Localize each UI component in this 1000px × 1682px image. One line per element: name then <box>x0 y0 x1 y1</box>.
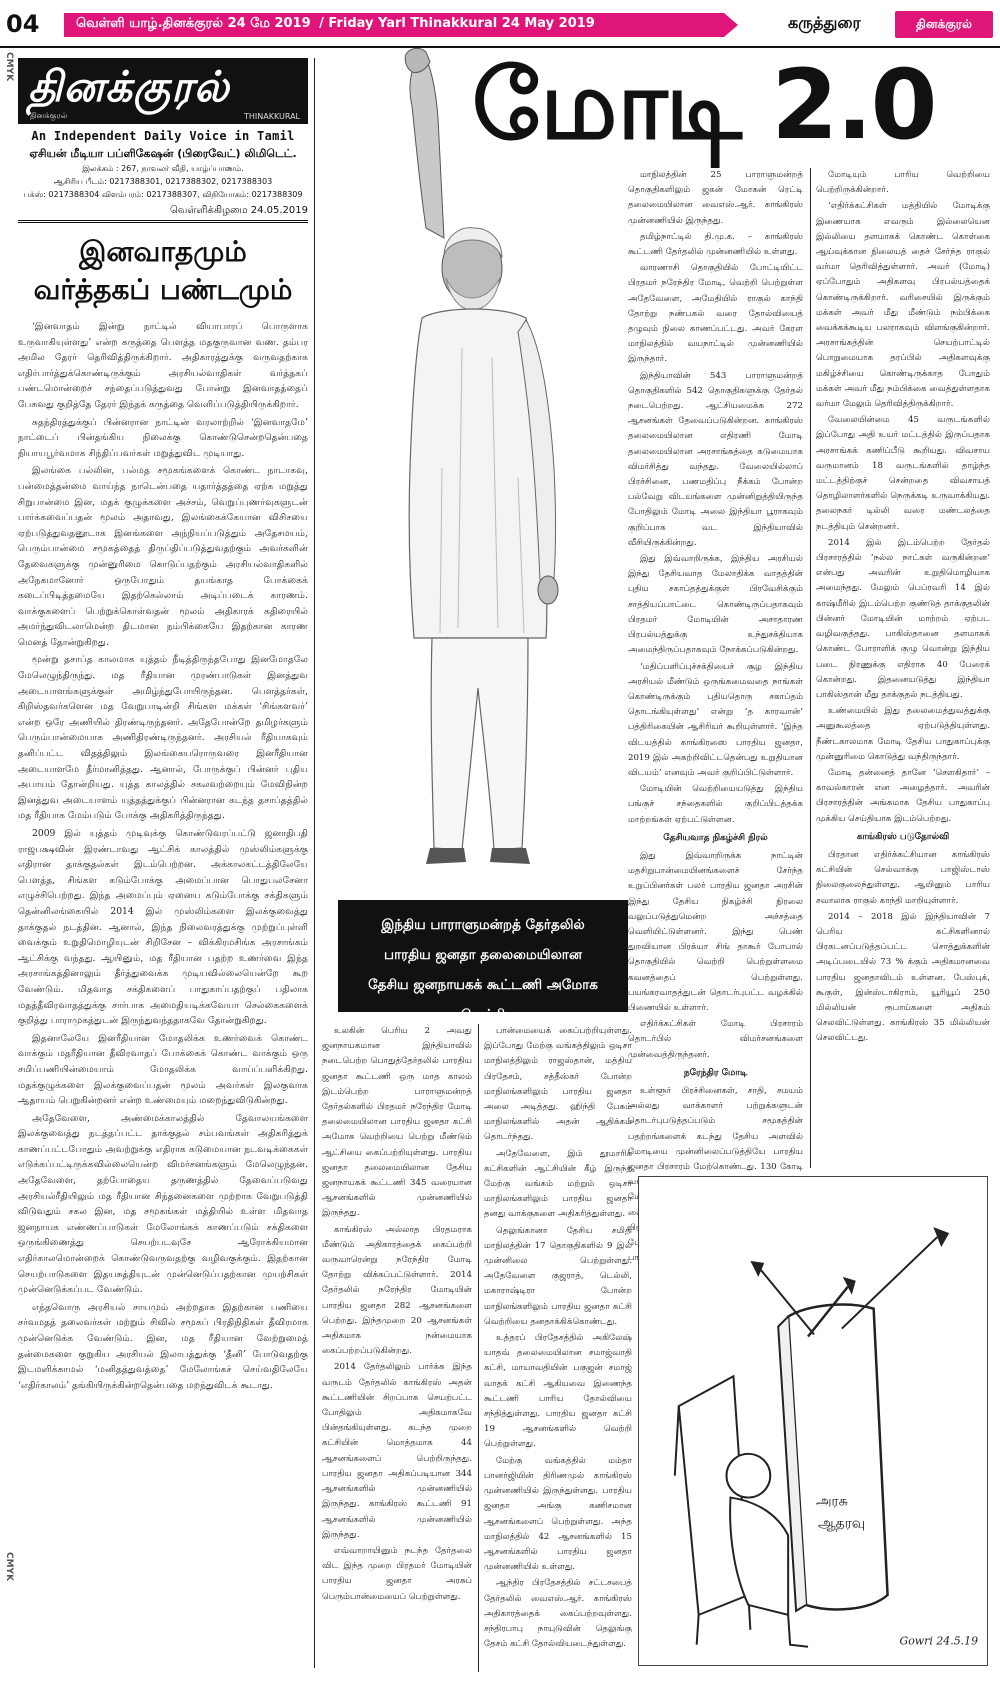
editorial-paragraph: இலங்கை பல்லின, பல்மத சமூகங்களைக் கொண்ட நாடாகவு, பன்மைத்தன்மை வாய்ந்த நாடென்பதை யதார்த்தத்தை ஏற்க மறுத்து சிறுபான்மை இன, மதக் குழுக்களை அச்சம், வெறுப்புணர்வுகளுடன் பார்க்கவைப்பதன் மூலம் அதாவது, இலங்கைக்கேயான விசிசயை ஏற்படுத்துவதனூடாக இனங்களை அந்நியப்படுத்தும் அதேசமயம், பெரும்பான்மை சமூகத்தைத் திருப்திப்படுத்துவதற்கும் அவர்களின் தேவைகளுக்கு முன்னுரிமை கொடுப்பதற்கும் அரசியல்வாதிகளில் அநேகமானோர் ஒருபோதும் தயங்காத போக்கைக் கடைப்பிடித்தமையே இதற்கெல்லாம் அடிப்படைக் காரணம். வாக்குகளைப் பெற்றுக்கொள்வதன் மூலம் அதிகாரக் கதிரையில் அமர்ந்துவிடலாமென்ற திடமான நம்பிக்கையே இதற்கான காரண மெனத் தோன்றுகிறது. <box>18 465 308 648</box>
editorial-paragraph: இதனாலேயே இனரீதியான மோதலிக்க உணர்வைக் கொண்ட வாக்கும் மதரீதியான தீவிரவாதப் போக்கைக் கொண்ட வாக்கும் ஒரு சமிப்பணியின்மையாம் மோதலிக்க வாய்ப்பளிக்கிறது. மதக்குழுக்களை இலக்குவைப்பதன் மூலம் அவர்கள் இலகுவாக ஆதாயம் பெறுகின்றனர் என்ற உண்மையும் மறைந்துவிடுகின்றது. <box>18 1032 308 1107</box>
masthead-small-left: தினக்குரல் <box>30 111 68 120</box>
page-header <box>0 0 1000 52</box>
edition-date: வெள்ளிக்கிழமை 24.05.2019 <box>18 205 308 223</box>
story-paragraph: மேற்கு வங்கத்தில் மம்தா பானர்ஜியின் திரிணமுல் காங்கிரஸ் முன்னணியில் இருந்துள்ளது. பாரதிய ஜனதா அங்கு கணிசமான ஆசனங்களைப் பெற்றுள்ளது. அந்த மாநிலத்தில் 42 ஆசனங்களில் 15 ஆசனங்களில் பாரதிய ஜனதா முன்னணியில் உள்ளது. <box>484 1455 632 1573</box>
editorial-column <box>18 58 308 1395</box>
story-paragraph: மாநிலத்தின் 25 பாராளுமன்றத் தொகுதிகளிலும் ஜகன் மோகன் ரெட்டி தலைமையிலான வைஎஸ்.ஆர். காங்கிரஸ் முன்னணியில் இருந்தது. <box>628 170 803 226</box>
section-label: கருத்துரை <box>788 13 861 32</box>
story-paragraph: இந்தியாவின் 543 பாராளுமன்றத் தொகுதிகளில் 542 தொகுதிகளுக்கு தேர்தல் நடைபெற்றது. ஆட்சியமைக்க 272 ஆசனங்கள் தேவைப்படுகின்றன. காங்கிரஸ் தலைமையிலான எதிரணி மோடி தலைமையிலான அரசாங்கத்தை கடுமையாக விமர்சித்து வந்தது. வேலையில்லாப் பிரச்சினை, பணமதிப்பு நீக்கம் போன்ற பல்வேறு விடயங்களை முன்னிறுத்தியிருந்த போதிலும் மோடி அலை இந்தியா பூராகவும் குறிப்பாக வட இந்தியாவில் வீசியிருக்கின்றது. <box>628 370 803 548</box>
story-paragraph: அதேவேளை, இம் தூமாரிக் கட்சிகளின் ஆட்சியின் கீழ் இருந்த மேற்கு வங்கம் மற்றும் ஒடிசா மாநிலங்களிலும் பாரதிய ஜனதா தனது வாக்குகளை அதிகரித்துள்ளது. <box>484 1148 632 1220</box>
editorial-paragraph: அதேவேளை, அண்மைக்காலத்தில் தேவாலயங்களை இலக்குவைத்து நடத்தப்பட்ட தாக்குதல் சம்பவங்கள் அதிகரித்துக் காணப்பட்டபோதும் அவற்றுக்கு எதிராக கடுமையான நடவடிக்கைகள் எடுக்கப்பட்டிருக்கவில்லையென்ற விமர்சனங்களும் மேலெழுந்தன. அதேவேளை, தற்போதைய தருணத்தில் தேவைப்படுவது அரசியல்ரீதியிலும் மத ரீதியான சிந்தனைகளை முற்றாக வேறுபடுத்தி விடுவதும் சகல இன, மத சமூகங்கள் மத்தியில் உள்ள மிதவாத ஜனநாயக எண்ணப்பாடுகள் மேலோங்கக் காணப்படும் சக்திகளை ஒருங்கிணைத்து செயற்படவுசே ஆரோக்கியமான எதிர்காலமொன்றைக் கொண்டுவருவதற்கு வழிவகுக்கும். இதற்கான செயற்பாடுகளை இதயசுத்தியுடன் முன்னெடுப்பதற்கான முயற்சிகள் முன்னெடுக்கப்பட வேண்டும். <box>18 1112 308 1296</box>
cartoonist-signature: Gowri 24.5.19 <box>899 1634 979 1648</box>
story-paragraph: உண்மையில் இது தலைமைத்துவத்துக்கு அனுகூலத்தை ஏற்படுத்தியுள்ளது. நீண்டகாலமாக மோடி தேசிய பாதுகாப்புக்கு முன்னுரிமை கொடுத்து வந்திருந்தார். <box>816 706 990 762</box>
caption-line: பாரதிய ஜனதா தலைமையிலான <box>384 947 582 963</box>
editorial-body <box>18 319 308 1393</box>
column-rule <box>810 168 811 1168</box>
date-english: / Friday Yarl Thinakkural 24 May 2019 <box>319 16 595 31</box>
story-paragraph: இது இவ்வாறிருக்க நாட்டின் மதசிறுபான்மையினங்களைச் சேர்ந்த உறுப்பினர்கள் பலர் பாரதிய ஜனதா அரசின் இந்து தேசிய நிகழ்ச்சி நிரலை வலுப்படுத்துமென்ற அச்சத்தை வெளியிட்டுள்ளனர். இந்து பெண் துறவியான பிரக்யா சிங் தாகூர் போபால் தொகுதியில் வெற்றி பெற்றுள்ளமை கவனத்தைப் பெற்றுள்ளது. பயங்கரவாதத்துடன் தொடர்புபட்ட வழக்கில் பிணையில் உள்ளார். <box>628 850 803 1013</box>
story-paragraph: தமிழ்நாட்டில் தி.மு.க. – காங்கிரஸ் கூட்டணி தேர்தலில் முன்னணியில் உள்ளது. <box>628 231 803 258</box>
story-column-a <box>628 168 803 1264</box>
date-tamil: வெள்ளி யாழ்.தினக்குரல் 24 மே 2019 <box>76 16 311 31</box>
story-column-d <box>484 1024 632 1672</box>
editorial-paragraph: மூன்று தசாப்த காலமாக யுத்தம் நீடித்திருந்தபோது இனமோதலே மேலெழுந்திருந்து. மத ரீதியான முரண்பாடுகள் இனத்துவ அடையாளங்களுக்குள் அமிழ்ந்துபோயிருந்தன. பௌத்தர்கள், கிறிஸ்தவர்களென மத வேறுபாடின்றி சிங்கள மக்கள் ‘சிங்களவர்’ என்ற ஒரே அணியில் திரண்டிருந்தனர். அதேபோன்றே தமிழர்களும் பெரும்பான்மையாக அணிதிரண்டிருந்தனர். அரசியல் ரீதியாகவும் தனிப்பட்ட விதத்திலும் இலங்கையரொருவரை இனரீதியான அடையாளமே தீர்மானித்தது. ஆனால், போருக்குப் பின்னர் புதிய அபாயம் தோன்றியது. யுத்த காலத்தில் சகலவற்றையும் மேவிநின்ற இனத்துவ அடையாளம் யுத்தத்துக்குப் பின்னரான கடந்த தசாப்தத்தில் மத ரீதியாக மேம்படும் போக்கு அதிகரித்திருந்தது. <box>18 654 308 822</box>
modi-photo <box>322 48 610 898</box>
story-paragraph: மோடி தன்னைத் தானே ‘சௌகிதார்’ – காவல்காரன் என அழைத்தார். அவரின் பிரசாரத்தின் அங்கமாக தேசிய பாதுகாப்பு முக்கிய செய்தியாக இடம்பெற்றது. <box>816 767 990 824</box>
hanging-hand <box>538 576 558 604</box>
editorial-paragraph: ‘இனவாதம் இன்று நாட்டில் வியாபாரப் பொருளாக உருவாகியுள்ளது’ என்ற கருத்தை பௌத்த மதகுருவான வண. தம்பர அமில தேரர் தெரிவித்திருக்கிறார். அதிகாரத்துக்கு வருவதற்காக எதிர்பார்த்துக்கொண்டிருக்கும் அரசியல்வாதிகள் வர்த்தகப் பண்டமொன்றைச் சந்தைப்படுத்துவது போன்று இனவாதத்தைப் பேசுவது குறித்தே தேரர் இந்தக் கருத்தை வெளிப்படுத்தியிருக்கிறார். <box>18 321 308 410</box>
story-paragraph: மோடியின் வெற்றியையடுத்து இந்திய பங்குச் சந்தைகளில் குறிப்பிடத்தக்க மாற்றங்கள் ஏற்பட்டுள்ளன. <box>628 784 803 825</box>
cmyk-mark-top: CMYK <box>4 52 14 82</box>
story-paragraph: காங்கிரஸ் அல்லாத பிரதமராக மீண்டும் அதிகாரத்தைக் கைப்பற்றி வருவாரென்று நரேந்திர மோடி தோற்று விக்கப்பட்டுள்ளார். 2014 தேர்தலில் நரேந்திர மோடியின் பாரதிய ஜனதா 282 ஆசனங்களை பெற்றது. இந்தமுறை 20 ஆசனங்கள் அதிகமாக நன்மையாக கைப்பற்றப்படுகின்றது. <box>322 1224 472 1357</box>
story-paragraph: 2014 – 2018 இல் இந்தியாவின் 7 பெரிய கட்சிகளினால் பிரகடனப்படுத்தப்பட்ட சொத்துக்களின் அடிப்படையில் 73 % க்கும் அதிகமானவை பாரதிய ஜனதாவிடம் உள்ளன. பேஸ்புக், கூகுள், இன்ஸ்டாகிராம், யூரியூப் 250 மில்லியன் ரூபாய்களை அதிகம் செலவிட்டுள்ளது. காங்கிரஸ் 35 மில்லியன் செலவிட்டது. <box>816 911 990 1044</box>
story-paragraph: பிரதான எதிர்க்கட்சியான காங்கிரஸ் கட்சியின் செல்வாக்கு பாஜிஸ்டாஸ் நிலைகுலைந்துள்ளது. ஆயினும் பாரிய சவாலாக ராகுல் காந்தி மாறியுள்ளார். <box>816 849 990 906</box>
story-paragraph: உலகின் பெரிய 2 அவது ஜனநாயகமான இந்தியாவில் நடைபெற்ற பொதுத்தேர்தலில் பாரதிய ஜனதா கூட்டணி ஒரு மாத காலம் இடம்பெற்ற பாராளுமன்றத் தேர்தல்களில் பிரதமர் நரேந்திர மோடி தலைமையிலான பாரதிய ஜனதா கட்சி அமோக வெற்றியை பெற்று மீண்டும் ஆட்சியை கைப்பற்றியுள்ளது. பாரதிய ஜனதா தலைமையிலான தேசிய ஜனநாயகக் கூட்டணி 345 வரையான ஆசனங்களில் முன்னணியில் இருந்தது. <box>322 1026 472 1219</box>
subheading: காங்கிரஸ் படுதோல்வி <box>856 831 950 842</box>
story-paragraph: எதிர்க்கட்சிகள் மோடி பிரசாரம் தொடர்பில் விமர்சனங்களை முன்வைத்திருந்தனர். <box>628 1019 803 1060</box>
publisher-address: இலக்கம் : 267, நாவலர் வீதி, யாழ்ப்பாணம். <box>82 164 244 173</box>
masthead-small-right: THINAKKURAL <box>243 112 300 121</box>
editorial-headline-line2: வர்த்தகப் பண்டமும் <box>33 273 293 306</box>
caption-line: இந்திய பாராளுமன்றத் தேர்தலில் <box>381 917 585 933</box>
story-column-c <box>322 1024 472 1672</box>
story-paragraph: வாரணாசி தொகுதியில் போட்டியிட்ட பிரதமர் நரேந்திர மோடி, வெற்றி பெற்றுள்ள அதேவேளை, அமேதியில் ராகுல் காந்தி தோற்று நண்பகல் வரை தோல்வியைத் தழுவும் நிலை காணப்பட்டது. அவர் கேரள மாநிலத்தில் வயநாட்டில் முன்னணியில் இருந்தார். <box>628 263 803 365</box>
publisher-name: ஏசியன் மீடியா பப்ளிகேஷன் (பிரைவேட்) லிமிடெட். <box>29 147 297 160</box>
date-bar <box>64 13 724 37</box>
column-rule <box>314 58 315 1668</box>
story-paragraph: மோடியும் பாரிய வெற்றியை பெற்றிருக்கின்றார். <box>816 170 990 196</box>
right-shoe <box>490 848 530 864</box>
figure-head-icon <box>726 1454 770 1498</box>
subheading: தேசியவாத நிகழ்ச்சி நிரல் <box>663 832 768 843</box>
office-phone: ஆசிரிய பீடம்: 0217388301, 0217388302, 0217388303 <box>53 177 273 186</box>
subheading: நரேந்திர மோடி <box>683 1067 748 1078</box>
masthead-title: தினக்குரல் <box>28 62 230 111</box>
column-rule <box>478 1024 479 1672</box>
cmyk-mark-bottom: CMYK <box>4 1552 14 1582</box>
story-paragraph: ‘மதிப்பளிப்புச்சக்தியைச் சூழ இந்திய அரசியல் மீண்டும் ஒருங்கமைவதை நாங்கள் கொண்டிருக்கும் புதியதொரு சகாப்தம் தொடங்கியுள்ளது’ என்று ‘த காரவான்’ பத்திரிகையின் ஆசிரியர் கூறியுள்ளார். ‘இந்த விடயத்தில் காங்கிரஸை பாரதிய ஜனதா, 2019 இல் அகற்றிவிட்டதென்பது உறுதியான விடயம்’ எனவும் அவர் குறிப்பிட்டுள்ளார். <box>628 661 803 778</box>
story-paragraph: 2014 இல் இடம்பெற்ற தேர்தல் பிரசாரத்தில் ‘நல்ல நாட்கள் வருகின்றன’ என்பது அவரின் உறுதிமொழியாக அமைந்தது. மேலும் பெப்ரவரி 14 இல் காஷ்மீரில் இடம்பெற்ற குண்டுத் தாக்குதலின் பின்னர் மோடியின் மாற்றம் ஏற்பட வழிவகுத்தது. பாகிஸ்தானை தளமாகக் கொண்ட போராளிக் குழு வொன்று இந்திய படை நிரணுக்கு எதிராக 40 பேரைக் கொன்றது. இதனையடுத்து இந்தியா பாகிஸ்தான் மீது தாக்குதல் நடத்தியது. <box>816 537 990 700</box>
story-paragraph: உள்ளூர் பிரச்சினைகள், சாதி, சமயம் அல்லது வாக்காளர் பற்றுக்களுடன் தொடர்புபடுத்தப்படும் சமூகத்தின் பதற்றங்களைக் கடந்து தேசிய அளவில் மோடியை முன்னிலைப்படுத்தியே பாரதிய ஜனதா பிரசாரம் மேற்கொண்டது. 130 கோடி வாக்காளர்கள் மீண்டும் பிரதமர் நரேந்திர மோடியின் அரசாங்கத்தில் நம்பிக்கை வைத்துள்ளனர். 1970 இல் இந்திரா காந்தி பிரதமராக போட்டியிட்டு வெற்றி பெற்றதைப் போன்று அபார வெற்றியாக இது பார்க்கப்படுகிறது. <box>628 1085 803 1264</box>
page-number: 04 <box>6 10 40 38</box>
story-paragraph: எவ்வாறாயினும் நடந்த தேர்தலை விட இந்த முறை பிரதமர் மோடியின் பாரதிய ஜனதா அரசுப் பெரும்பான்மையைப் பெற்றுள்ளது. <box>322 1545 472 1602</box>
story-paragraph: வேலையின்மை 45 வருடங்களில் இப்போது அதி உயர் மட்டத்தில் இருப்பதாக அரசாங்கக் கணிப்பீடு கூறியது. விவசாய வருமானம் 18 வருடங்களில் தாழ்ந்த மட்டத்திற்குச் சென்றதை விவசாயத் தொழிலாளர்களில் நெருக்கடி உருவாக்கியது. தலைநகர் டில்லி வரை மண்டலத்தை நடத்தியும் சென்றனர். <box>816 415 990 532</box>
masthead-logo <box>18 58 308 124</box>
board-text-1: அரசு <box>815 1493 848 1510</box>
story-paragraph: இது இவ்வாறிருக்க, இந்திய அரசியல் இந்து தேசியவாத மேலாதிக்க வாதத்தின் புதிய சகாப்தத்துக்குள் பிரவேசிக்கும் சாத்தியப்பாட்டை கொண்டிருப்பதாகவும் பிரதமர் மோடியின் அசாதாரண பிரபல்யத்துக்கு உந்துசக்தியாக அமைந்திருப்பதாகவும் நோக்கப்படுகின்றது. <box>628 554 803 656</box>
caption-line: தேசிய ஜனநாயகக் கூட்டணி அமோக வெற்றி <box>368 977 598 1023</box>
story-paragraph: தெலுங்கானா தேசிய சமிதி மாநிலத்தின் 17 தொகுதிகளில் 9 இல் முன்னிலை பெற்றுள்ளது. அதேவேளை குஜராத், டெல்லி, மகாராஷ்டிரா போன்ற மாநிலங்களிலும் பாரதிய ஜனதா கட்சி வெற்றியை தனதாக்கிக்கொண்டது. <box>484 1225 632 1327</box>
editorial-paragraph: 2009 இல் யுத்தம் முடிவுக்கு கொண்டுவரப்பட்டு ஜனாதிபதி ராஜபக்ஷவின் இரண்டாவது ஆட்சிக் காலத்தில் முஸ்லிம்களுக்கு எதிரான தாக்குதல்கள் இடம்பெற்றன. அக்காலகட்டத்திலேயே பௌத்த, சிங்கள கடும்போக்கு அமைப்பான பொதுபலசேனா எழுச்சிபெற்றது. இந்த அமைப்பும் ஏனைய கடும்போக்கு சக்திகளும் தென்னிலங்கையில் 2014 இல் முஸ்லிம்களை இலக்குவைத்து தாக்குதல் நடத்தின. ஆனால், இந்த நிலைவரத்துக்கு முற்றுப்புள்ளி வைக்கும் உறுதிமொழியுடன் சிறிசேன – விக்கிரமசிங்க அரசாங்கம் ஆட்சிக்கு வந்தது. ஆயினும், மத ரீதியான பதற்ற உணர்வை இந்த அரசாங்கத்தினாலும் தீர்த்துவைக்க முடியவில்லையென்றே கூற வேண்டும். மிதவாத சக்திகளைப் பாதுகாப்பதற்குப் பதிலாக மதத்தீவிரவாதத்துக்கு சார்பாக அமைதியடிக்கவேயா செல்கைகளைக் குறித்து பாராமுகத்துடன் இருந்துவந்ததாகவே தோன்றுகிறது. <box>18 828 308 1027</box>
story-column-b <box>816 168 990 1168</box>
story-paragraph: உத்தரப் பிரதேசத்தில் அகிலேஷ் யாதவ் தலைமையிலான சமாஜ்வாதி கட்சி, மாயாவதியின் பகுஜன் சமாஜ் வாதக் கட்சி ஆகியவை இணைந்த கூட்டணி பாரிய தோல்வியை சந்தித்துள்ளது. பாரதிய ஜனதா கட்சி 19 ஆசனங்களில் வெற்றி பெற்றுள்ளது. <box>484 1333 632 1450</box>
story-paragraph: 2014 தேர்தலிலும் பார்க்க இந்த வருடம் தேர்தலில் காங்கிரஸ் அதன் கூட்டணியின் சிறப்பாக செயற்பட்ட போதிலும் அதிகமாகவே பின்தங்கியுள்ளது. கடந்த முறை கட்சியின் மொத்தமாக 44 ஆசனங்களைப் பெற்றிருந்தது. பாரதிய ஜனதா அதிகப்படியான 344 ஆசனங்களில் முன்னணியில் இருந்தது. காங்கிரஸ் கூட்டணி 91 ஆசனங்களில் முன்னணியில் இருந்தது. <box>322 1362 472 1540</box>
editorial-paragraph: எந்தவொரு அரசியல் சாயமும் அற்றதாக இதற்கான பணியை சர்வமதத் தலைவர்கள் மற்றும் சிவில் சமூகப் பிரதிநிதிகள் தீவிரமாக முன்னெடுக்க வேண்டும். இன, மத ரீதியான வேற்றுமைத் தன்மைகளை குறுகிய அரசியல் இலாபத்துக்கு ‘தீனி’ போடுவதற்கு இடமளிக்காமல் ‘மனிதத்துவத்தை’ மேலோங்கச் செய்வதிலேயே ‘எதிர்காலம்’ தங்கியிருக்கின்றதென்பதை மறந்துவிடக் கூடாது. <box>18 1301 308 1391</box>
political-cartoon <box>638 1176 988 1666</box>
editorial-headline <box>18 233 308 309</box>
tagline: An Independent Daily Voice in Tamil <box>31 129 295 143</box>
story-title: மோடி 2.0 <box>472 49 936 161</box>
trousers <box>431 638 528 850</box>
dart-icon <box>842 1237 937 1328</box>
raised-arm <box>410 58 444 238</box>
publisher-info <box>18 147 308 201</box>
story-paragraph: பான்மையைக் கைப்பற்றியுள்ளது. இப்போது மேற்கு வங்கத்திலும் ஒடிசா மாநிலத்திலும் ராஜஸ்தான், மத்திய பிரதேசம், சத்தீஸ்கர் போன்ற மாநிலங்களிலும் பாரதிய ஜனதா அலை அடித்தது. ஹிந்தி பேசும் மாநிலங்களில் அதன் ஆதிக்கம் தொடர்ந்தது. <box>484 1026 632 1143</box>
left-shoe <box>426 848 466 864</box>
photo-caption <box>338 900 628 1023</box>
story-paragraph: ஆந்திர பிரதேசத்தில் சட்டசபைத் தேர்தலில் வைஎஸ்.ஆர். காங்கிரஸ் அதிகாரத்தைக் கைப்பற்றவுள்ளது. சந்திரபாபு நாயுடுவின் தெலுங்கு தேசம் கட்சி தோல்வியடைந்துள்ளது. <box>484 1578 632 1650</box>
other-phone: பக்ஸ்: 0217388304 விளம்பரம்: 0217388307, விநியோகம்: 0217388309 <box>23 190 303 199</box>
editorial-paragraph: சுதந்திரத்துக்குப் பின்னரான நாட்டின் வரலாற்றில் ‘இனவாதமே’ நாட்டைப் பின்தங்கிய நிலைக்கு கொண்டுசென்றதென்பதை நியாயபூர்வமாக சிந்திப்பவர்கள் மறுத்துவிட முடியாது. <box>18 416 308 459</box>
board-text-2: ஆதரவு <box>817 1515 866 1532</box>
story-paragraph: ‘எதிர்க்கட்சிகள் மத்தியில் மோடிக்கு இணையாக எவரும் இல்லையென இல்லியை தளமாகக் கொண்ட கொள்கை ஆய்வுக்கான நிலையத் தைச் சேர்ந்த ராகுல் வர்மா தெரிவித்துள்ளார். அவர் (மோடி) ஏப்போதும் அதிகளவு பிரபல்யத்தைக் கொண்டிருக்கிறார். வரிசையில் இருக்கும் மக்கள் அவர் மீது மீண்டும் நம்பிக்கை வைக்கக்கூடிய பலராகவும் விளங்குகின்றார். அரசாங்கத்தின் செயற்பாட்டில் பொறுமையாக தரப்பில் அதிகளவுக்கு மகிழ்ச்சியை கொண்டிருக்காத போதும் மக்கள் அவர் மீது நம்பிக்கை வைத்துள்ளதாக வர்மா மேலும் தெரிவித்திருக்கிறார். <box>816 201 990 410</box>
header-logo: தினக்குரல் <box>895 11 993 38</box>
date-bar-arrow <box>724 13 738 37</box>
editorial-headline-line1: இனவாதமும் <box>79 235 247 268</box>
